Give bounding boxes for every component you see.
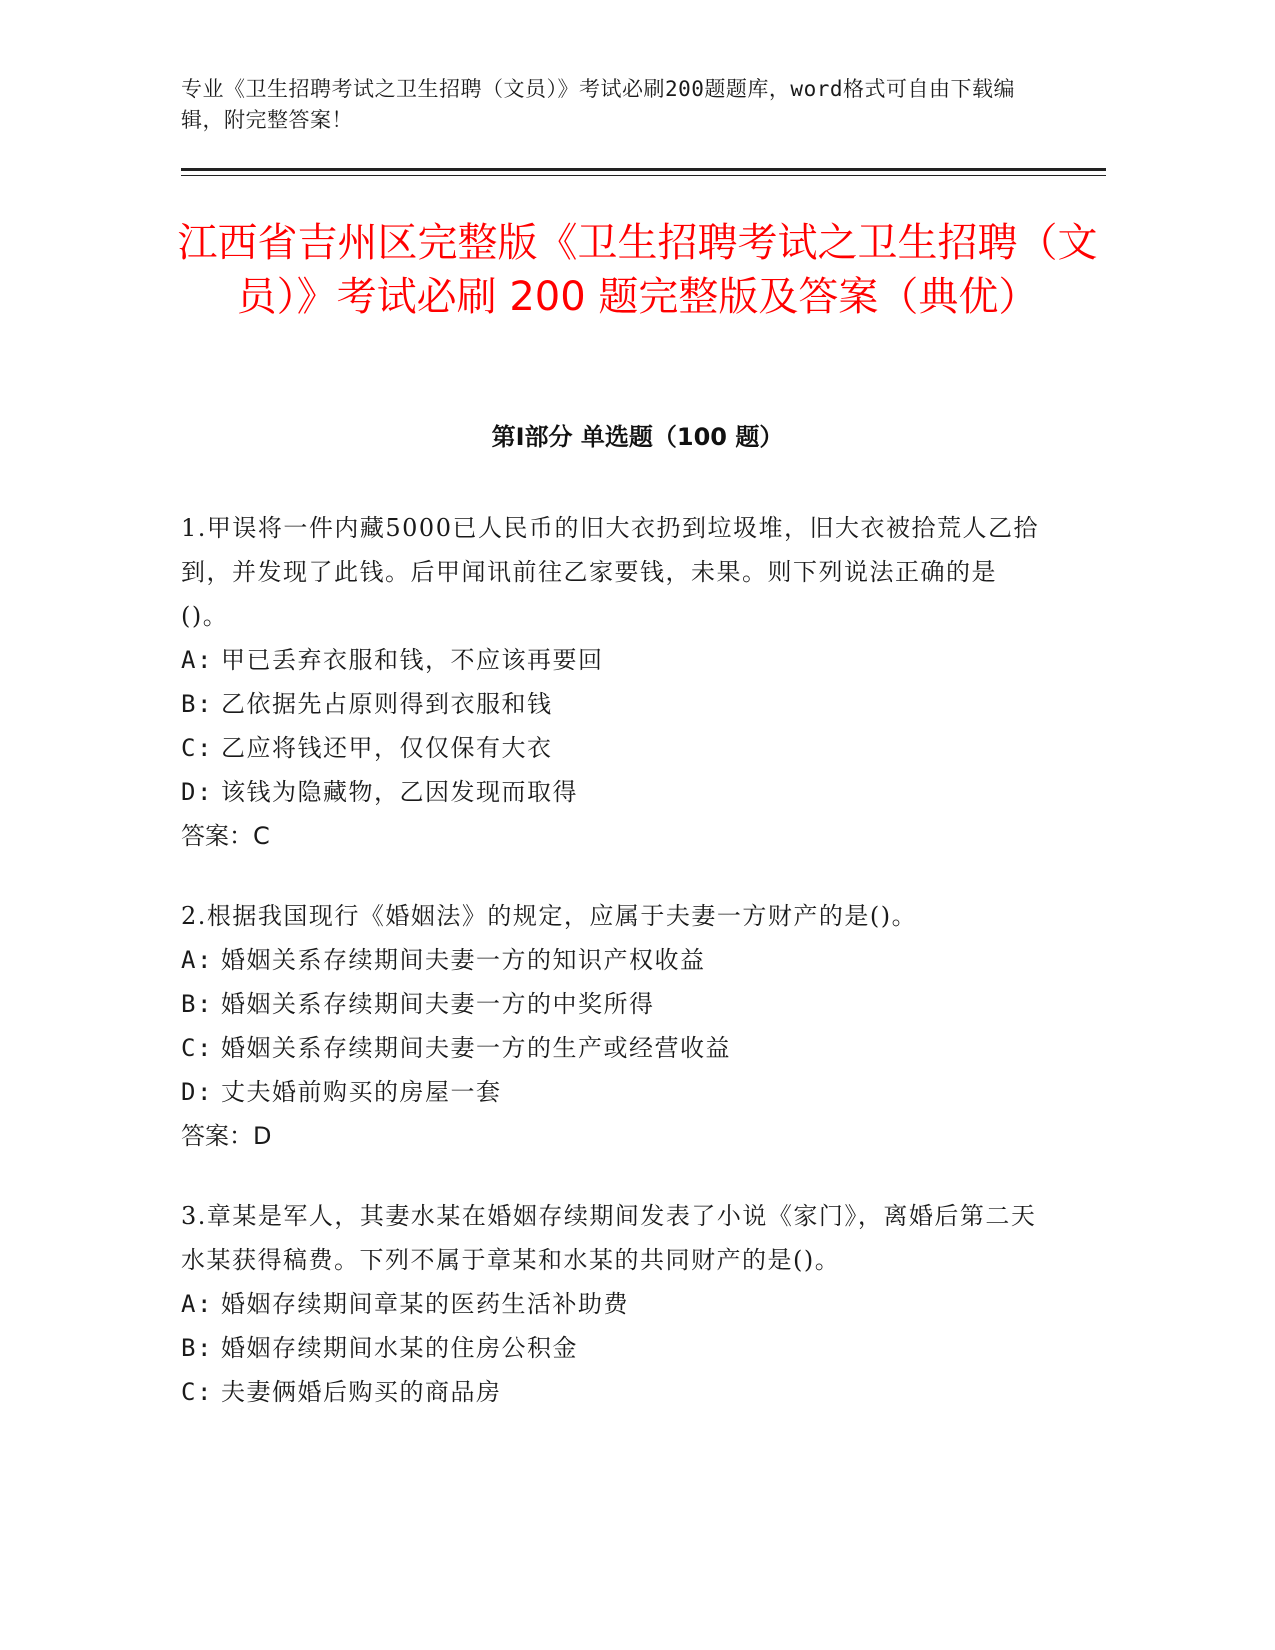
section-heading: 第Ⅰ部分 单选题（100 题） (491, 423, 784, 451)
question-3 (181, 1194, 1041, 1414)
question-list (181, 506, 1041, 1450)
option-text: 婚姻存续期间水某的住房公积金 (221, 1334, 578, 1362)
option-letter: A: (181, 946, 213, 974)
option-letter: B: (181, 690, 213, 718)
option-letter: D: (181, 778, 213, 806)
option-b (181, 682, 1041, 726)
option-b (181, 1326, 1041, 1370)
option-letter: B: (181, 1334, 213, 1362)
option-text: 丈夫婚前购买的房屋一套 (221, 1078, 502, 1106)
option-letter: C: (181, 734, 213, 762)
option-text: 甲已丢弃衣服和钱，不应该再要回 (221, 646, 604, 674)
option-text: 婚姻关系存续期间夫妻一方的知识产权收益 (221, 946, 706, 974)
option-c (181, 1370, 1041, 1414)
header-note: 专业《卫生招聘考试之卫生招聘（文员）》考试必刷200题题库，word格式可自由下载编辑，附完整答案！ (181, 77, 1015, 132)
option-d (181, 1070, 1041, 1114)
document-title: 江西省吉州区完整版《卫生招聘考试之卫生招聘（文员）》考试必刷 200 题完整版及答案（典优） (177, 220, 1098, 320)
option-letter: B: (181, 990, 213, 1018)
option-text: 夫妻俩婚后购买的商品房 (221, 1378, 502, 1406)
question-text: 1.甲误将一件内藏5000已人民币的旧大衣扔到垃圾堆，旧大衣被拾荒人乙拾到，并发现了此钱。后甲闻讯前往乙家要钱，未果。则下列说法正确的是()。 (181, 514, 1039, 630)
option-letter: A: (181, 1290, 213, 1318)
option-letter: D: (181, 1078, 213, 1106)
option-letter: A: (181, 646, 213, 674)
answer: 答案：D (181, 1122, 272, 1150)
option-a (181, 638, 1041, 682)
question-text: 2.根据我国现行《婚姻法》的规定，应属于夫妻一方财产的是()。 (181, 902, 918, 930)
question-2 (181, 894, 1041, 1158)
option-c (181, 726, 1041, 770)
header-rule-thick (181, 168, 1106, 171)
option-c (181, 1026, 1041, 1070)
question-1 (181, 506, 1041, 858)
option-text: 婚姻关系存续期间夫妻一方的中奖所得 (221, 990, 655, 1018)
header-rule-thin (181, 175, 1106, 176)
option-b (181, 982, 1041, 1026)
option-d (181, 770, 1041, 814)
option-text: 乙依据先占原则得到衣服和钱 (221, 690, 553, 718)
option-a (181, 938, 1041, 982)
option-a (181, 1282, 1041, 1326)
option-text: 该钱为隐藏物，乙因发现而取得 (221, 778, 578, 806)
answer: 答案：C (181, 822, 270, 850)
option-text: 乙应将钱还甲，仅仅保有大衣 (221, 734, 553, 762)
option-text: 婚姻关系存续期间夫妻一方的生产或经营收益 (221, 1034, 731, 1062)
option-text: 婚姻存续期间章某的医药生活补助费 (221, 1290, 629, 1318)
question-text: 3.章某是军人，其妻水某在婚姻存续期间发表了小说《家门》，离婚后第二天水某获得稿费。下列不属于章某和水某的共同财产的是()。 (181, 1202, 1037, 1274)
option-letter: C: (181, 1378, 213, 1406)
option-letter: C: (181, 1034, 213, 1062)
